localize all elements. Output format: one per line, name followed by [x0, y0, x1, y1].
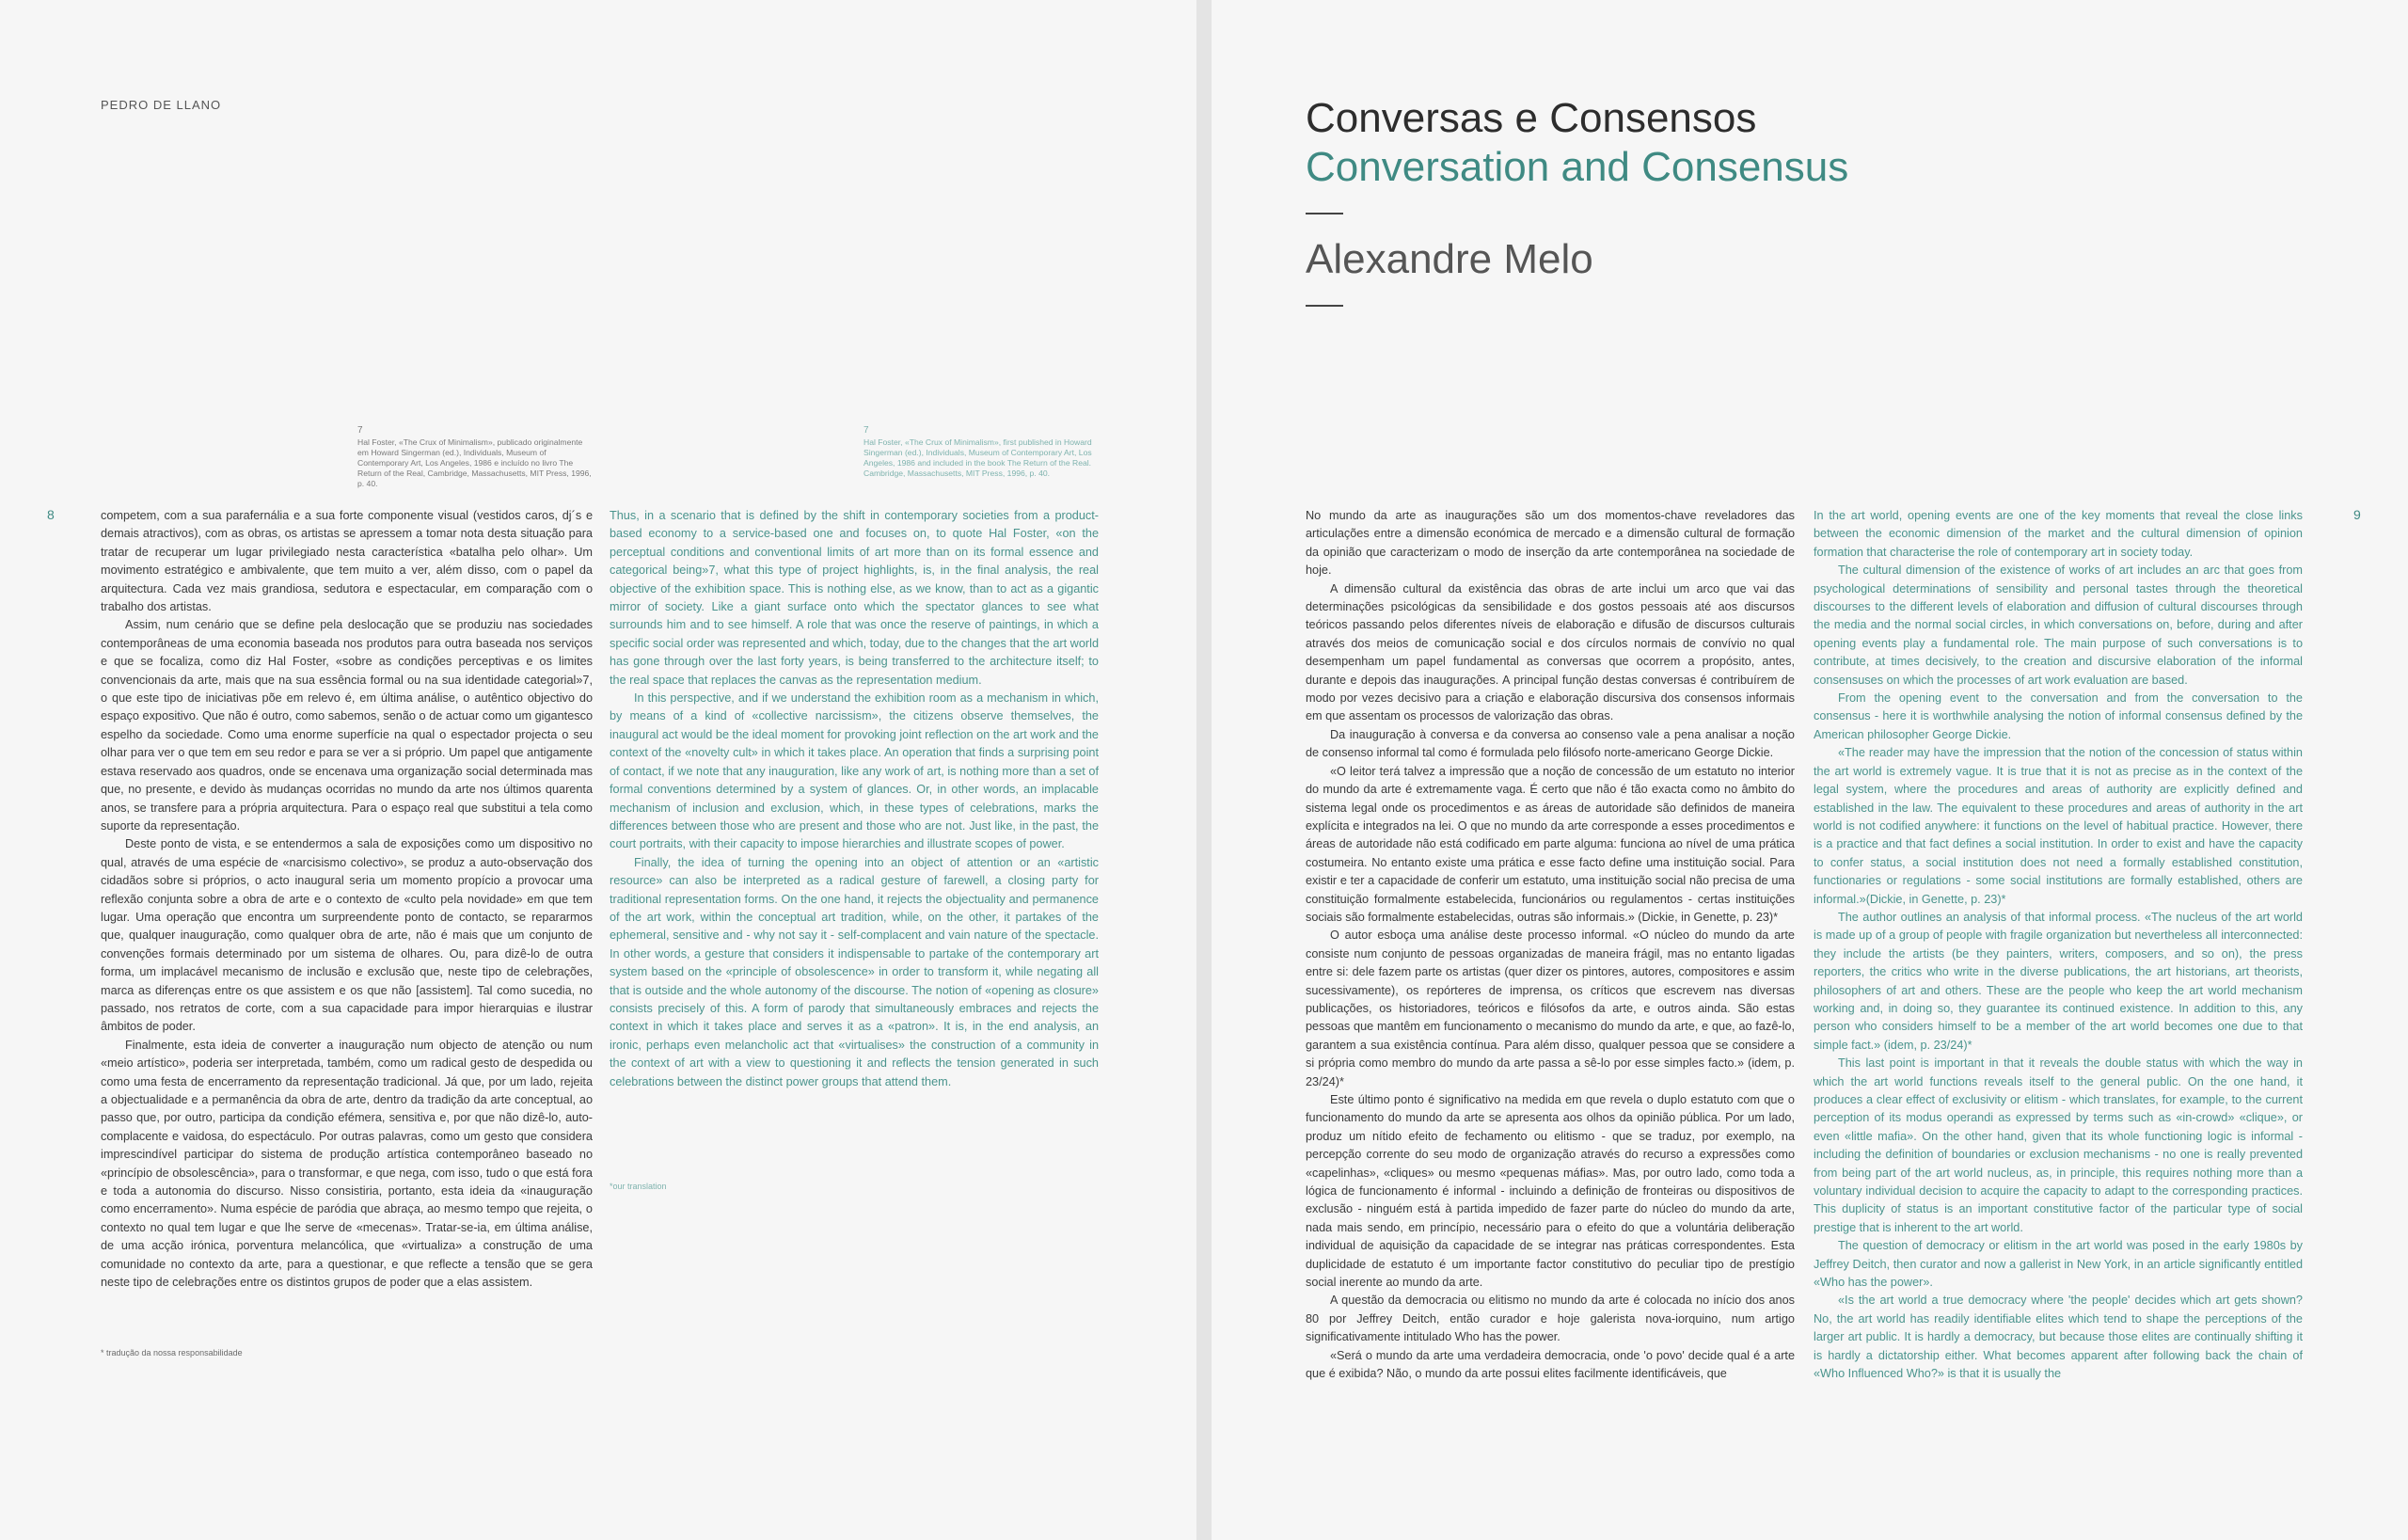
book-gutter [1196, 0, 1212, 1540]
paragraph: From the opening event to the conversation and from the conversation to the consensus - here it is worthwhile analysing the notion of informal consensus defined by the American philosopher George Dickie. [1814, 691, 2303, 741]
column-english [610, 507, 1099, 1091]
footnote-pt [357, 425, 593, 489]
paragraph: competem, com a sua parafernália e a sua forte componente visual (vestidos caros, dj´s e demais atractivos), com as obras, os artistas se apressem a tomar nota desta situação para tratar de recuperar um lugar privilegiado nesta característica «batalha pelo olhar». Um movimento estratégico e ambivalente, que tem muito a ver, além disso, com o papel da arquitectura. Cada vez mais grandiosa, sedutora e espectacular, em comparação com o trabalho dos artistas. [101, 509, 593, 614]
author-divider [1306, 305, 1343, 307]
paragraph: The cultural dimension of the existence of works of art includes an arc that goes from psychological determinations of sensibility and personal tastes through the theoretical discourses to the different levels of elaboration and diffusion of cultural discourses through the media and the normal social circles, in which conversations on, before, during and after opening events play a fundamental role. The main purpose of such conversations is to contribute, at times decisively, to the creation and discursive elaboration of the informal consensuses on which the processes of art work evaluation are based. [1814, 564, 2303, 687]
paragraph: The author outlines an analysis of that informal process. «The nucleus of the art world is made up of a group of people with fragile organization but nevertheless all interconnected: they include the artists (be they painters, writers, composers, and so on), the press reporters, the critics who write in the diverse publications, the art historians, art theorists, philosophers of art and others. These are the people who keep the art world mechanism working and, in doing so, they guarantee its continued existence. In addition to this, any person who considers himself to be a member of the art world becomes one due to that simple fact.» (idem, p. 23/24)* [1814, 910, 2303, 1052]
paragraph: Assim, num cenário que se define pela deslocação que se produziu nas sociedades contemporâneas de uma economia baseada nos produtos para outra baseada nos serviços e que se focaliza, como diz Hal Foster, «sobre as condições perceptivas e os limites convencionais da arte, mais que na sua essência formal ou na sua identidade categorial»7, o que este tipo de iniciativas põe em relevo é, em última análise, o autêntico objectivo do espaço expositivo. Que não é outro, como sabemos, senão o de actuar como um gigantesco espelho da sociedade. Como uma enorme superfície na qual o espectador projecta o seu olhar para ver o que tem em seu redor e para se ver a si próprio. Um papel que antigamente estava reservado aos quadros, onde se encenava uma organização social determinada mas que, no presente, e devido às mudanças ocorridas no mundo da arte nos últimos quarenta anos, se transfere para a própria arquitectura. Para o espaço real que substitui a tela como suporte da representação. [101, 618, 593, 833]
right-page [1212, 0, 2408, 1540]
footnote-text: Hal Foster, «The Crux of Minimalism», publicado originalmente em Howard Singerman (ed.), Individuals, Museum of Contemporary Art, Los Angeles, 1986 e incluído no livro The Return of the Real, Cambridge, Massachusetts, MIT Press, 1996, p. 40. [357, 437, 592, 488]
translation-note-pt: * tradução da nossa responsabilidade [101, 1348, 243, 1357]
paragraph: Thus, in a scenario that is defined by the shift in contemporary societies from a product-based economy to a service-based one and focuses on, to quote Hal Foster, «on the perceptual conditions and conventional limits of art more than on its formal essence and categorical being»7, what this type of project highlights, is, in the final analysis, the real objective of the exhibition space. This is nothing else, as we know, than to act as a gigantic mirror of society. Like a giant surface onto which the spectator glances to see what surrounds him and to see himself. A role that was once the reserve of paintings, in which a specific social order was represented and which, today, due to the changes that the art world has gone through over the last forty years, is being transferred to the architecture itself; to the real space that replaces the canvas as the representation medium. [610, 509, 1099, 687]
footnote-number: 7 [863, 425, 869, 436]
footnote-en [863, 425, 1099, 479]
paragraph: Deste ponto de vista, e se entendermos a sala de exposições como um dispositivo no qual, através de uma espécie de «narcisismo colectivo», se produz a auto-observação dos cidadãos sobre si próprios, o acto inaugural seria um momento propício a provocar uma reflexão conjunta sobre a obra de arte e o contexto de «culto pela novidade» em que tem lugar. Uma operação que encontra um surpreendente ponto de contacto, se repararmos que, qualquer inauguração, como qualquer obra de arte, não é mais que um conjunto de convenções formais determinado por um sistema de olhares. Ou, para dizê-lo de outra forma, um implacável mecanismo de inclusão e exclusão que, neste tipo de celebrações, marca as diferenças entre os que assistem e os que não [assistem]. Tal como sucedia, no passado, nos retratos de corte, com a sua capacidade para impor hierarquias e ilustrar âmbitos de poder. [101, 837, 593, 1034]
translation-note-en: *our translation [610, 1182, 667, 1191]
footnote-number: 7 [357, 425, 363, 436]
paragraph: A questão da democracia ou elitismo no mundo da arte é colocada no início dos anos 80 por Jeffrey Deitch, então curador e hoje galerista nova-iorquino, num artigo significativamente intitulado Who has the power. [1306, 1294, 1795, 1344]
paragraph: In this perspective, and if we understand the exhibition room as a mechanism in which, by means of a kind of «collective narcissism», the citizens observe themselves, the inaugural act would be the ideal moment for provoking joint reflection on the art work and the context of the «novelty cult» in which it takes place. An operation that finds a surprising point of contact, if we note that any inauguration, like any work of art, is nothing more than a set of formal conventions determined by a system of glances. Or, in other words, an implacable mechanism of inclusion and exclusion, which, in these types of celebrations, marks the differences between those who are present and those who are not. Just like, in the past, the court portraits, with their capacity to impose hierarchies and illustrate scopes of power. [610, 691, 1099, 851]
paragraph: «O leitor terá talvez a impressão que a noção de concessão de um estatuto no interior do mundo da arte é extremamente vaga. É certo que não é tão exacta como no âmbito do sistema legal onde os procedimentos e as áreas de autoridade são definidos de maneira explícita e integrados na lei. O que no mundo da arte corresponde a esses procedimentos e áreas de autoridade não está codificado em parte alguma: funciona ao nível de uma prática costumeira. No entanto existe uma prática e esse facto define uma instituição social. Para existir e ter a capacidade de conferir um estatuto, uma instituição social não precisa de uma constituição formalmente estabelecida, funcionários ou regulamentos - certas instituições sociais são formalmente estabelecidas, outras são informais.» (Dickie, in Genette, p. 23)* [1306, 764, 1795, 924]
paragraph: This last point is important in that it reveals the double status with which the way in which the art world functions reveals itself to the general public. On the one hand, it produces a clear effect of exclusivity or elitism - which translates, for example, to the current perception of its modus operandi as expressed by terms such as «in-crowd» «clique», or even «little mafia». On the other hand, given that its whole functioning logic is informal - including the definition of boundaries or exclusion mechanisms - no one is really prevented from being part of the art world nucleus, as, in principle, this requires nothing more than a voluntary individual decision to acquire the capacity to adapt to the corresponding practices. This duplicity of status is an important constitutive factor of the particular type of social prestige that is inherent to the art world. [1814, 1056, 2303, 1234]
paragraph: In the art world, opening events are one of the key moments that reveal the close links between the economic dimension of the market and the cultural dimension of opinion formation that characterise the role of contemporary art in society today. [1814, 509, 2303, 559]
paragraph: Este último ponto é significativo na medida em que revela o duplo estatuto com que o funcionamento do mundo da arte se apresenta aos olhos da opinião pública. Por um lado, produz um nítido efeito de fechamento ou elitismo - que se traduz, por exemplo, na percepção corrente do seu modo de organização através do recurso a expressões como «capelinhas», «cliques» ou mesmo «pequenas máfias». Mas, por outro lado, como toda a lógica de funcionamento é informal - incluindo a definição de fronteiras ou dispositivos de exclusão - ninguém está à partida impedido de fazer parte do núcleo do mundo da arte, nada mais sendo, em princípio, necessário para o efeito do que a voluntária deliberação individual de aquisição da capacidade de se integrar nas práticas correspondentes. Esta duplicidade de estatuto é um importante factor constitutivo do peculiar tipo de prestígio social inerente ao mundo da arte. [1306, 1093, 1795, 1290]
paragraph: O autor esboça uma análise deste processo informal. «O núcleo do mundo da arte consiste num conjunto de pessoas organizadas de maneira frágil, mas no entanto ligadas entre si: dele fazem parte os artistas (quer dizer os pintores, autores, compositores e assim sucessivamente), os repórteres de imprensa, os críticos que escrevem nas diversas publicações, os historiadores, teóricos e filósofos da arte, e outros ainda. São estas pessoas que mantêm em funcionamento o mecanismo do mundo da arte, e que, ao fazê-lo, garantem a sua existência contínua. Para além disso, qualquer pessoa que se considere a si própria como membro do mundo da arte passa a sê-lo por esse simples facto.» (idem, p. 23/24)* [1306, 929, 1795, 1088]
footnote-text: Hal Foster, «The Crux of Minimalism», first published in Howard Singerman (ed.), Individuals, Museum of Contemporary Art, Los Angeles, 1986 and included in the book The Return of the Real. Cambridge, Massachusetts, MIT Press, 1996, p. 40. [863, 437, 1092, 478]
left-page [0, 0, 1196, 1540]
paragraph: «The reader may have the impression that the notion of the concession of status within the art world is extremely vague. It is true that it is not as precise as in the context of the legal system, where the procedures and areas of authority are explicitly defined and established in the law. The equivalent to these procedures and areas of authority in the art world is not codified anywhere: it functions on the level of habitual practice. However, there is a practice and that fact defines a social institution. In order to exist and have the capacity to confer status, a social institution does not need a formally established constitution, functionaries or regulations - some social institutions are formally established, others are informal.»(Dickie, in Genette, p. 23)* [1814, 746, 2303, 906]
column-portuguese [101, 507, 593, 1292]
page-number: 9 [2353, 507, 2361, 522]
paragraph: «Is the art world a true democracy where 'the people' decides which art gets shown? No, the art world has readily identifiable elites which tend to shape the perceptions of the larger art public. It is hardly a democracy, but because those elites are continually shifting it is hardly a dictatorship either. What becomes apparent after following back the chain of «Who Influenced Who?» is that it is usually the [1814, 1294, 2303, 1381]
paragraph: The question of democracy or elitism in the art world was posed in the early 1980s by Jeffrey Deitch, then curator and now a gallerist in New York, in an article significantly entitled «Who has the power». [1814, 1239, 2303, 1290]
paragraph: Finally, the idea of turning the opening into an object of attention or an «artistic resource» can also be interpreted as a radical gesture of farewell, a closing party for traditional representation forms. On the one hand, it rejects the objectuality and permanence of the art work, within the conceptual art tradition, while, on the other, it partakes of the ephemeral, sensitive and - why not say it - self-complacent and vain nature of the spectacle. In other words, a gesture that considers it indispensable to partake of the contemporary art system based on the «principle of obsolescence» in order to transform it, while negating all that is outside and the whole autonomy of the discourse. The notion of «opening as closure» consists precisely of this. A form of parody that simultaneously embraces and rejects the context in which it takes place and serves it as a «patron». It is, in the end analysis, an ironic, perhaps even melancholic act that «virtualises» the construction of a community in the context of art with a view to questioning it and reflects the tension generated in such celebrations between the distinct power groups that attend them. [610, 855, 1099, 1088]
page-number: 8 [47, 507, 55, 522]
running-head: PEDRO DE LLANO [101, 98, 222, 112]
paragraph: Finalmente, esta ideia de converter a inauguração num objecto de atenção ou num «meio artístico», poderia ser interpretada, também, como um radical gesto de despedida ou como uma festa de encerramento da representação tradicional. Já que, por um lado, rejeita a objectualidade e a permanência da obra de arte, dentro da tradição da arte conceptual, ao passo que, por outro, participa da condição efémera, sensitiva e, por que não dizê-lo, auto-complacente e vaidosa, do espectáculo. Por outras palavras, como um gesto que considera imprescindível participar do sistema de produção artística contemporâneo baseado no «princípio de obsolescência», para o transformar, e que nega, com isso, tudo o que está fora e toda a autonomia do discurso. Nisso consistiria, portanto, esta ideia da «inauguração como encerramento». Numa espécie de paródia que abraça, ao mesmo tempo que rejeita, o contexto no qual tem lugar e que lhe serve de «mecenas». Tratar-se-ia, em última análise, de uma acção irónica, porventura melancólica, que «virtualiza» a construção de uma comunidade no contexto da arte, para a questionar, e que reflecte a tensão que se gera neste tipo de celebrações entre os distintos grupos de poder que a elas assistem. [101, 1038, 593, 1290]
column-portuguese [1306, 507, 1795, 1384]
title-block [1306, 94, 1848, 327]
paragraph: «Será o mundo da arte uma verdadeira democracia, onde 'o povo' decide qual é a arte que é exibida? Não, o mundo da arte possui elites facilmente identificáveis, que [1306, 1348, 1795, 1381]
title-portuguese: Conversas e Consensos [1306, 95, 1757, 141]
paragraph: Da inauguração à conversa e da conversa ao consenso vale a pena analisar a noção de consenso informal tal como é formulada pelo filósofo norte-americano George Dickie. [1306, 727, 1795, 760]
title-divider [1306, 213, 1343, 214]
column-english [1814, 507, 2303, 1384]
paragraph: No mundo da arte as inaugurações são um dos momentos-chave reveladores das articulações entre a dimensão económica de mercado e a dimensão cultural de formação da opinião que caracterizam o modo de inserção da arte contemporânea na sociedade de hoje. [1306, 509, 1795, 578]
author-name: Alexandre Melo [1306, 236, 1593, 282]
paragraph: A dimensão cultural da existência das obras de arte inclui um arco que vai das determinações psicológicas da sensibilidade e dos gostos pessoais até aos discursos teóricos passando pelos diferentes níveis de elaboração e difusão de discursos culturais através dos meios de comunicação social e dos círculos normais de convívio no qual desempenham um papel fundamental as conversas que ocorrem a propósito, antes, durante e depois das inaugurações. A principal função destas conversas é contribuírem de modo por vezes decisivo para a criação e elaboração discursiva dos consensos informais em que assentam os processos de valorização das obras. [1306, 581, 1795, 723]
title-english: Conversation and Consensus [1306, 144, 1849, 190]
